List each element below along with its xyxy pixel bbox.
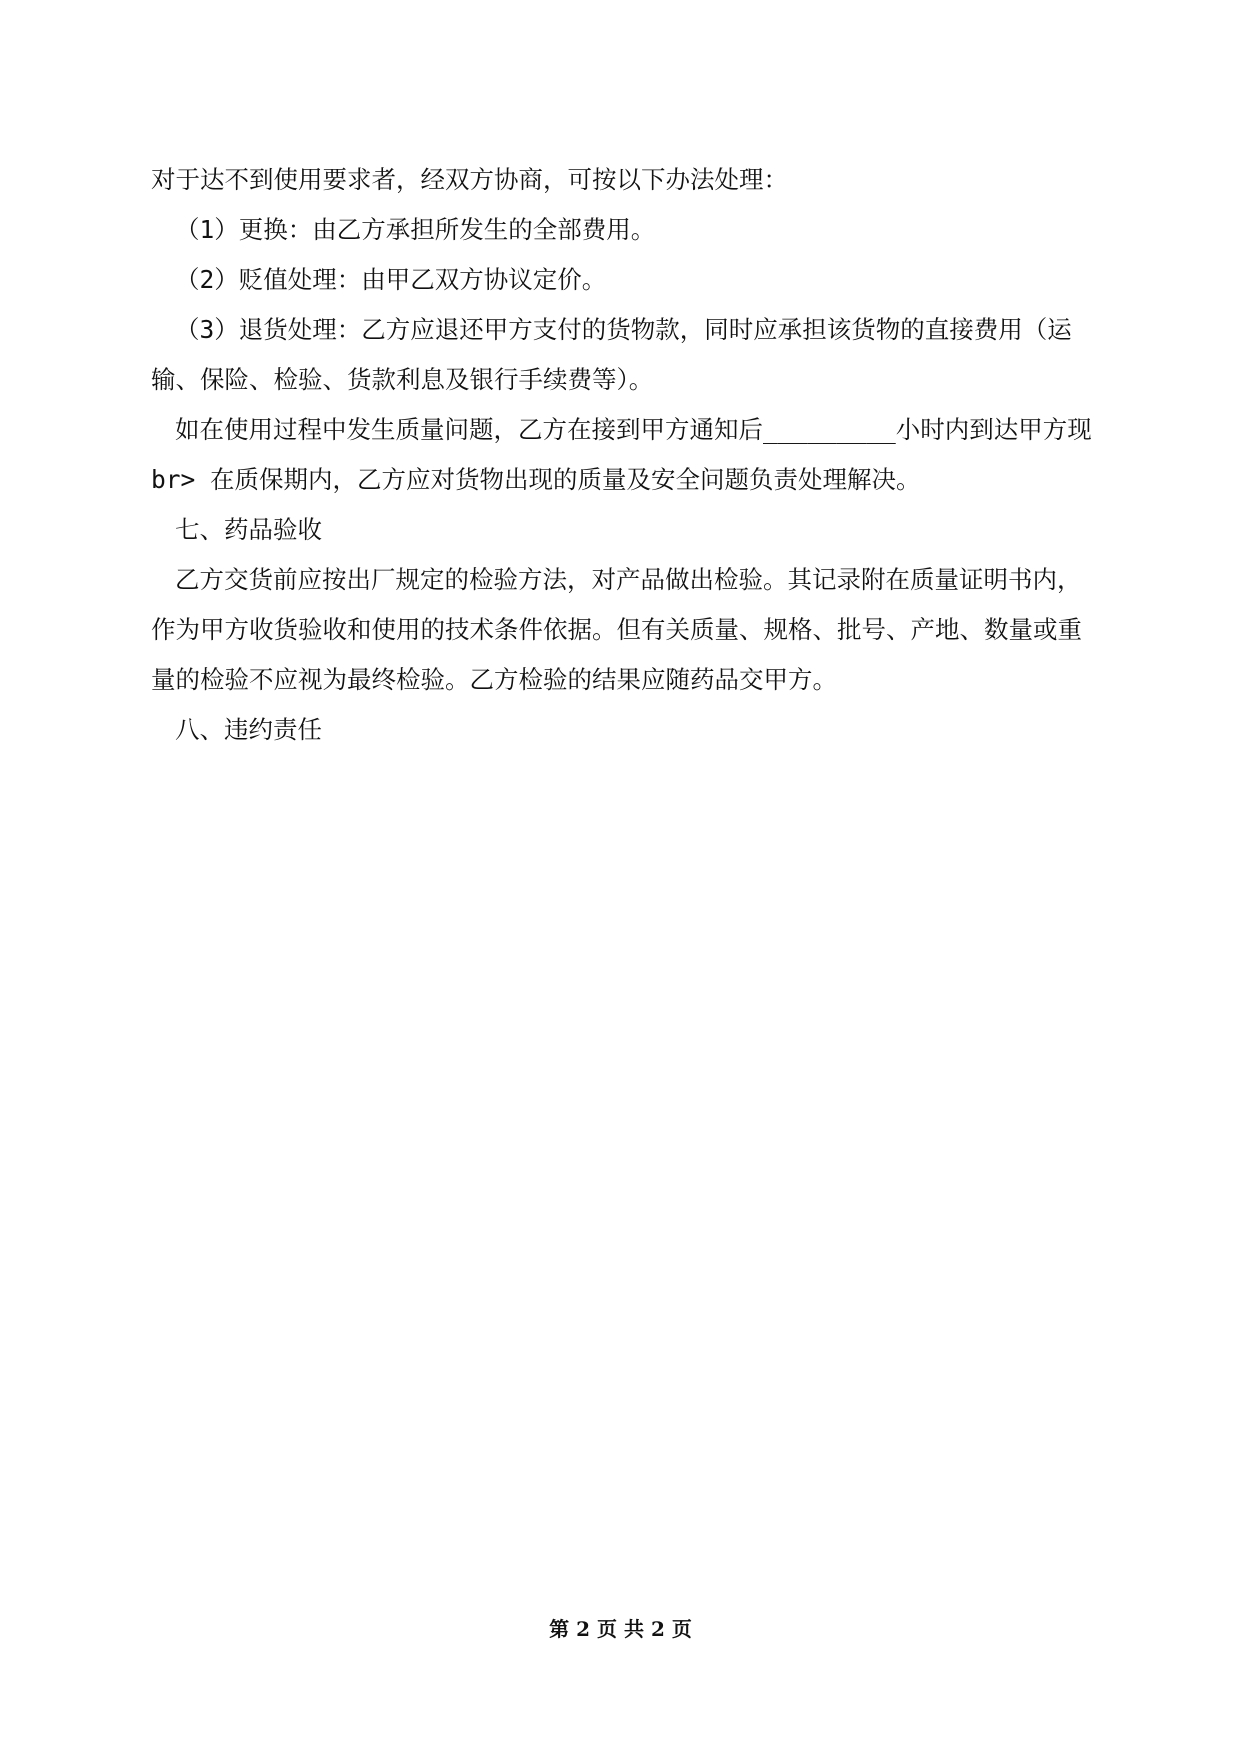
paragraph-line: 乙方交货前应按出厂规定的检验方法，对产品做出检验。其记录附在质量证明书内， <box>175 565 1082 594</box>
list-item-depreciation: （2）贬值处理：由甲乙双方协议定价。 <box>175 265 607 294</box>
paragraph-line: br> 在质保期内，乙方应对货物出现的质量及安全问题负责处理解决。 <box>151 465 921 494</box>
paragraph-line: 输、保险、检验、货款利息及银行手续费等）。 <box>151 365 654 394</box>
document-body <box>151 155 1096 755</box>
paragraph-line: 量的检验不应视为最终检验。乙方检验的结果应随药品交甲方。 <box>151 665 837 694</box>
paragraph-line: 如在使用过程中发生质量问题，乙方在接到甲方通知后_________小时内到达甲方现 <box>175 415 1092 444</box>
section-heading: 八、违约责任 <box>175 715 322 744</box>
paragraph-line: 对于达不到使用要求者，经双方协商，可按以下办法处理： <box>151 165 788 194</box>
paragraph-line: 作为甲方收货验收和使用的技术条件依据。但有关质量、规格、批号、产地、数量或重 <box>151 615 1082 644</box>
list-item-replace: （1）更换：由乙方承担所发生的全部费用。 <box>175 215 656 244</box>
page-number-footer: 第 2 页 共 2 页 <box>549 1617 692 1641</box>
list-item-return: （3）退货处理：乙方应退还甲方支付的货物款，同时应承担该货物的直接费用（运 <box>175 315 1072 344</box>
section-heading: 七、药品验收 <box>175 515 322 544</box>
